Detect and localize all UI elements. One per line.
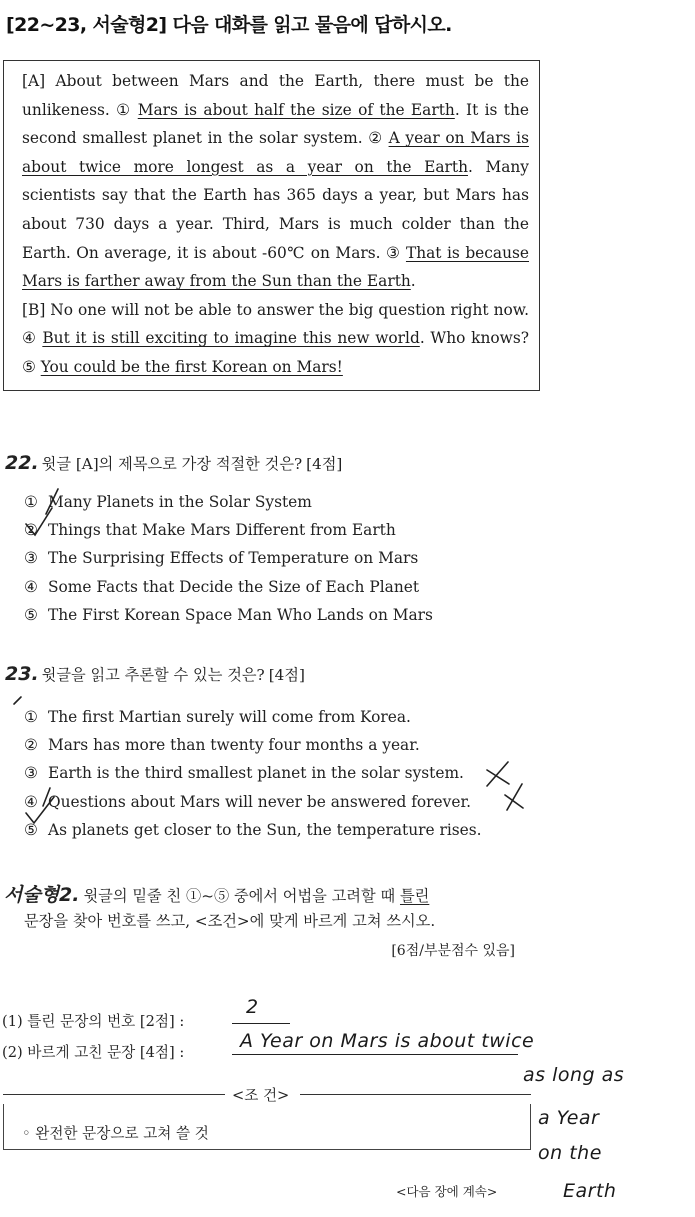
choice-4[interactable] (24, 573, 433, 601)
essay-question-2 (4, 880, 429, 907)
choice-number: ④ (24, 792, 38, 811)
question-number: 22. (5, 452, 39, 474)
condition-item: ◦ 완전한 문장으로 고쳐 쓸 것 (22, 1125, 209, 1142)
choice-text: Mars has more than twenty four months a year. (48, 736, 420, 755)
question-22 (5, 452, 342, 474)
cross-mark-icon (487, 762, 509, 786)
q22-choices (24, 488, 433, 629)
choice-text: The Surprising Effects of Temperature on Mars (48, 549, 419, 568)
passage-text: [A] About between Mars and the Earth, there must be the unlikeness. ① (22, 72, 529, 119)
choice-text: Earth is the third smallest planet in the solar system. (48, 764, 464, 783)
reading-passage (3, 60, 540, 391)
answer-line-1[interactable] (232, 1023, 290, 1024)
passage-text: . Many scientists say that the Earth has 365 days a year, but Mars has about 730 days a year. Third, Mars is much colder than the Earth. On average, it is about -60℃ on Mars. ③ (22, 157, 530, 262)
passage-part-a (22, 67, 529, 296)
choice-1[interactable] (24, 488, 433, 516)
handwritten-answer: Earth (563, 1180, 617, 1202)
question-text: 윗글을 읽고 추론할 수 있는 것은? (41, 666, 265, 684)
underlined-sentence-5: You could be the first Korean on Mars! (40, 357, 343, 376)
cross-mark-icon (505, 784, 523, 810)
handwritten-answer: on the (538, 1142, 602, 1164)
underlined-sentence-2: A year on Mars is about twice more longest as a year on the Earth (22, 129, 529, 176)
passage-text: [B] No one will not be able to answer the big question right now. ④ (22, 300, 529, 348)
choice-number: ① (24, 708, 38, 726)
passage-part-b (22, 296, 529, 382)
handwritten-answer: a Year (538, 1107, 600, 1129)
q23-choices (24, 703, 482, 844)
choice-number: ③ (24, 764, 38, 783)
choice-2[interactable] (24, 516, 433, 544)
choice-1[interactable] (24, 703, 482, 731)
question-number: 서술형2. (4, 884, 80, 906)
section-header: [22~23, 서술형2] 다음 대화를 읽고 물음에 답하시오. (6, 14, 452, 36)
question-number: 23. (5, 663, 39, 685)
choice-text: As planets get closer to the Sun, the temperature rises. (48, 820, 482, 839)
continue-note: <다음 장에 계속> (396, 1184, 498, 1199)
question-text-underlined: 틀린 (399, 887, 430, 905)
choice-3[interactable] (24, 544, 433, 572)
choice-number: ① (24, 493, 38, 511)
question-text-line-2: 문장을 찾아 번호를 쓰고, <조건>에 맞게 바르게 고쳐 쓰시오. (24, 912, 436, 930)
choice-number: ⑤ (24, 820, 38, 839)
choice-4[interactable] (24, 788, 482, 816)
question-text: 윗글 [A]의 제목으로 가장 적절한 것은? (41, 455, 303, 473)
choice-5[interactable] (24, 816, 482, 844)
passage-text: . (410, 272, 416, 291)
handwritten-number: 2 (246, 996, 259, 1018)
choice-number: ③ (24, 549, 38, 568)
question-points: [4점] (306, 455, 343, 473)
underlined-sentence-3: That is because Mars is farther away from the Sun than the Earth (22, 243, 529, 291)
underlined-sentence-1: Mars is about half the size of the Earth (137, 100, 455, 119)
handwritten-answer: as long as (523, 1064, 625, 1086)
choice-number: ④ (24, 577, 38, 596)
question-23 (5, 663, 305, 685)
question-points: [4점] (268, 666, 305, 684)
sub-question-2: (2) 바르게 고친 문장 [4점] : (2, 1044, 185, 1061)
passage-text: . It is the second smallest planet in the solar system. ② (22, 100, 530, 148)
choice-3[interactable] (24, 759, 482, 787)
question-points: [6점/부분점수 있음] (391, 943, 515, 959)
slash-mark-icon (14, 697, 21, 704)
choice-number: ② (24, 521, 38, 540)
choice-text: The First Korean Space Man Who Lands on Mars (48, 605, 433, 624)
choice-text: Things that Make Mars Different from Earth (48, 521, 396, 540)
underlined-sentence-4: But it is still exciting to imagine this new world (42, 329, 420, 348)
condition-rule-left (3, 1094, 225, 1095)
passage-text: . Who knows? ⑤ (22, 329, 529, 376)
answer-line-2[interactable] (232, 1054, 518, 1055)
condition-rule-right (300, 1094, 531, 1095)
choice-number: ② (24, 736, 38, 755)
choice-text: Questions about Mars will never be answered forever. (48, 792, 472, 811)
choice-5[interactable] (24, 601, 433, 629)
handwritten-answer: A Year on Mars is about twice (240, 1030, 535, 1052)
choice-text: Some Facts that Decide the Size of Each Planet (48, 577, 420, 596)
question-text: 윗글의 밑줄 친 ①~⑤ 중에서 어법을 고려할 때 (83, 887, 400, 905)
condition-label: <조 건> (232, 1087, 290, 1104)
choice-number: ⑤ (24, 605, 38, 624)
choice-text: The first Martian surely will come from Korea. (48, 708, 411, 726)
choice-2[interactable] (24, 731, 482, 759)
choice-text: Many Planets in the Solar System (48, 493, 312, 511)
sub-question-1: (1) 틀린 문장의 번호 [2점] : (2, 1013, 185, 1030)
